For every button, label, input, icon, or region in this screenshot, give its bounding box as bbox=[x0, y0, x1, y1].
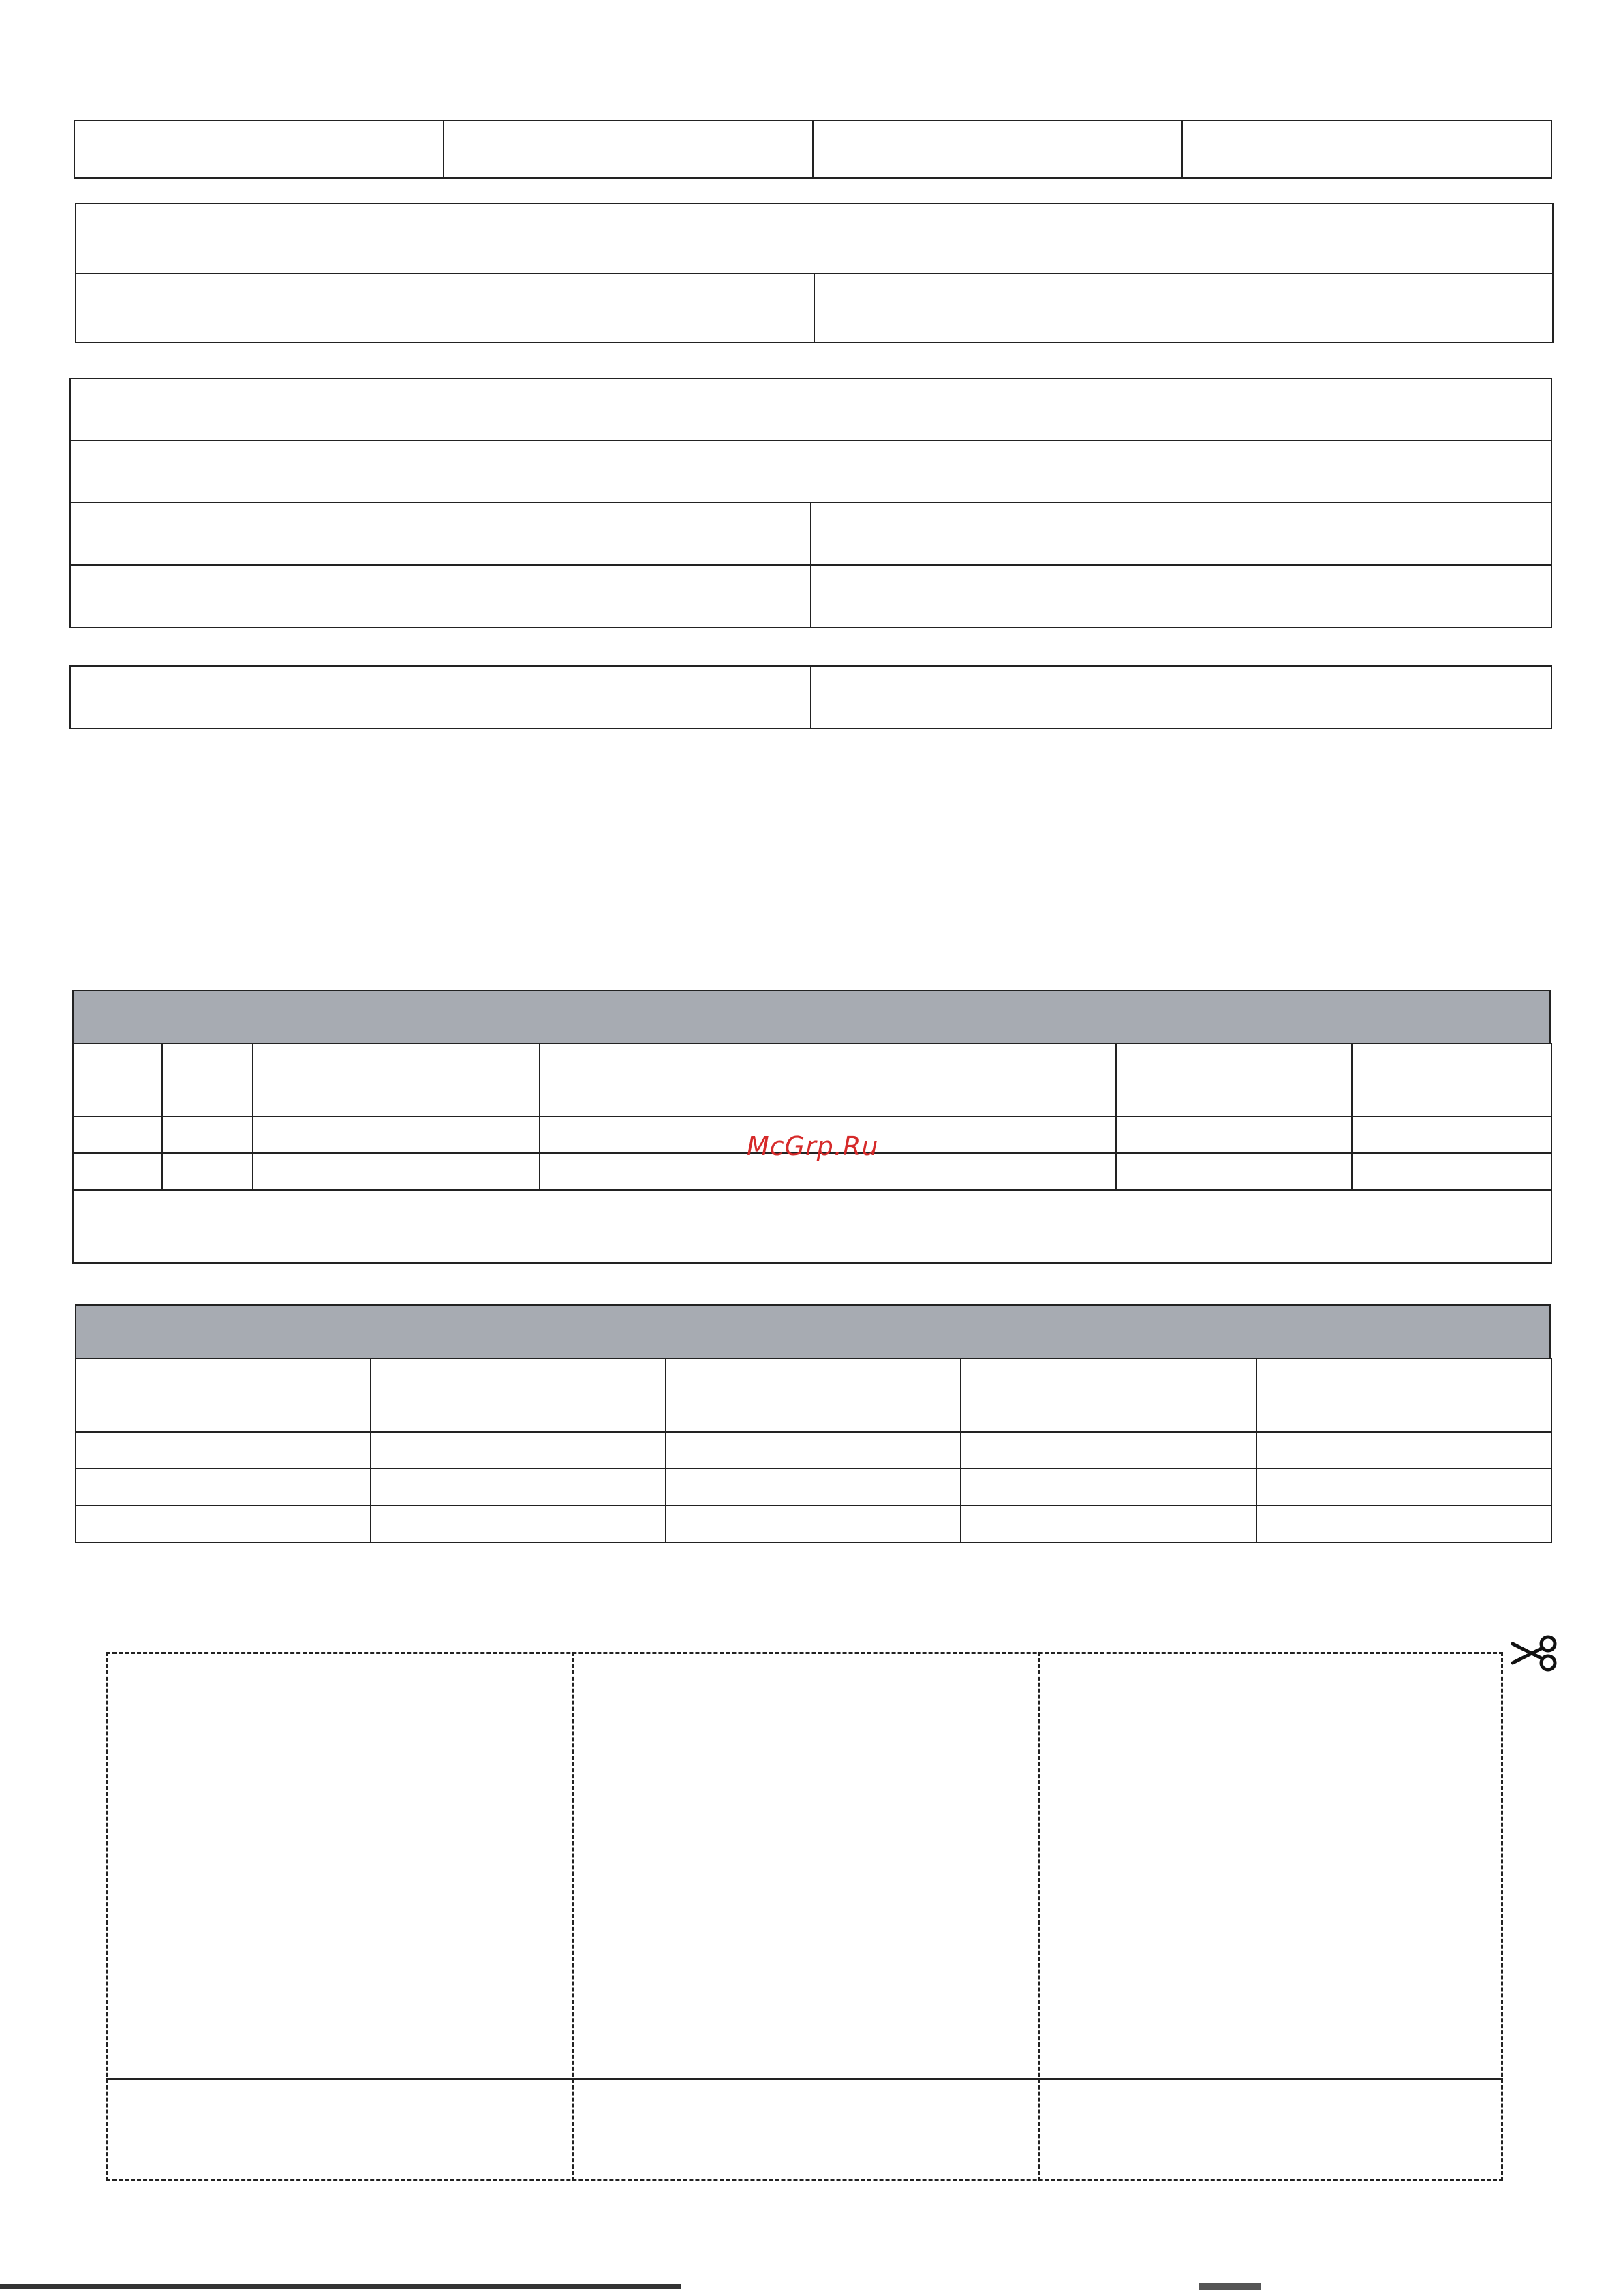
service-header-cell bbox=[371, 1358, 666, 1432]
service-table-header-band bbox=[75, 1304, 1551, 1359]
repair-cell bbox=[1352, 1116, 1551, 1153]
watermark-text: McGrp.Ru bbox=[747, 1131, 879, 1161]
service-cell bbox=[371, 1432, 666, 1469]
service-cell bbox=[371, 1469, 666, 1505]
product-cell bbox=[76, 273, 814, 343]
signature-table bbox=[69, 665, 1552, 729]
product-info-table bbox=[75, 203, 1554, 343]
seller-row-full bbox=[70, 440, 1551, 502]
seller-row-full bbox=[70, 378, 1551, 440]
service-cell bbox=[76, 1432, 371, 1469]
service-cell bbox=[76, 1505, 371, 1542]
service-cell bbox=[666, 1432, 961, 1469]
coupon-stub-line bbox=[106, 2078, 1503, 2080]
service-cell bbox=[1256, 1505, 1551, 1542]
coupon-frame bbox=[106, 1652, 1503, 2181]
coupon-divider bbox=[572, 1652, 574, 2181]
info-cell bbox=[813, 121, 1182, 178]
service-cell bbox=[1256, 1432, 1551, 1469]
product-row-full bbox=[76, 204, 1553, 273]
seller-info-table bbox=[69, 378, 1552, 628]
repair-cell bbox=[1116, 1116, 1352, 1153]
product-cell bbox=[814, 273, 1553, 343]
service-cell bbox=[76, 1469, 371, 1505]
seller-cell bbox=[811, 565, 1551, 628]
scissors-icon bbox=[1510, 1634, 1559, 1672]
signature-cell bbox=[811, 666, 1551, 729]
repair-header-cell bbox=[253, 1043, 540, 1116]
seller-cell bbox=[70, 565, 811, 628]
coupon-divider bbox=[1038, 1652, 1040, 2181]
header-info-table bbox=[74, 120, 1552, 179]
repair-cell bbox=[73, 1116, 162, 1153]
info-cell bbox=[74, 121, 444, 178]
repair-header-cell bbox=[73, 1043, 162, 1116]
repair-cell bbox=[253, 1116, 540, 1153]
repair-header-cell bbox=[540, 1043, 1116, 1116]
page-edge-mark bbox=[1199, 2283, 1261, 2290]
repair-cell bbox=[73, 1153, 162, 1190]
repair-cell bbox=[162, 1116, 253, 1153]
tear-off-coupons bbox=[106, 1652, 1503, 2181]
service-table bbox=[75, 1358, 1552, 1543]
service-header-cell bbox=[1256, 1358, 1551, 1432]
seller-cell bbox=[70, 502, 811, 565]
service-header-cell bbox=[961, 1358, 1256, 1432]
service-cell bbox=[666, 1505, 961, 1542]
service-cell bbox=[961, 1469, 1256, 1505]
service-header-cell bbox=[76, 1358, 371, 1432]
service-cell bbox=[961, 1505, 1256, 1542]
service-cell bbox=[666, 1469, 961, 1505]
repair-header-cell bbox=[1352, 1043, 1551, 1116]
service-cell bbox=[371, 1505, 666, 1542]
repair-cell bbox=[253, 1153, 540, 1190]
repair-note-row bbox=[73, 1190, 1551, 1263]
repair-header-cell bbox=[1116, 1043, 1352, 1116]
repair-table-header-band bbox=[72, 990, 1551, 1044]
service-header-cell bbox=[666, 1358, 961, 1432]
service-cell bbox=[1256, 1469, 1551, 1505]
repair-cell bbox=[162, 1153, 253, 1190]
seller-cell bbox=[811, 502, 1551, 565]
page-edge-strip bbox=[0, 2284, 681, 2289]
repair-cell bbox=[1116, 1153, 1352, 1190]
repair-cell bbox=[1352, 1153, 1551, 1190]
service-cell bbox=[961, 1432, 1256, 1469]
repair-header-cell bbox=[162, 1043, 253, 1116]
info-cell bbox=[1182, 121, 1551, 178]
signature-cell bbox=[70, 666, 811, 729]
info-cell bbox=[444, 121, 813, 178]
